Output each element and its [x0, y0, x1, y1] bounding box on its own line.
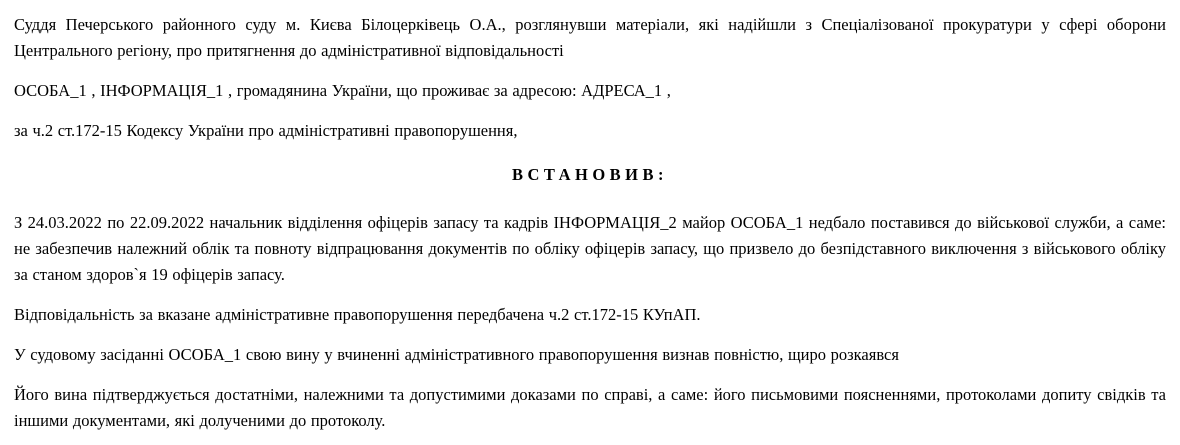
section-heading: ВСТАНОВИВ:	[511, 165, 669, 184]
hearing-paragraph: У судовому засіданні ОСОБА_1 свою вину у вчиненні адміністративного правопорушення визнав повністю, щиро розкаявся	[14, 345, 899, 364]
liability-paragraph: Відповідальність за вказане адміністративне правопорушення передбачена ч.2 ст.172-15 КУпАП.	[14, 305, 701, 324]
person-paragraph: ОСОБА_1 , ІНФОРМАЦІЯ_1 , громадянина України, що проживає за адресою: АДРЕСА_1 ,	[14, 81, 671, 100]
evidence-paragraph: Його вина підтверджується достатніми, належними та допустимими доказами по справі, а саме: його письмовими поясненнями, протоколами допиту свідків та іншими документами, які долученими до протоколу.	[14, 385, 1166, 430]
facts-paragraph: З 24.03.2022 по 22.09.2022 начальник відділення офіцерів запасу та кадрів ІНФОРМАЦІЯ_2 майор ОСОБА_1 недбало поставився до військової служби, а саме: не забезпечив належний облік та повноту відпрацювання документів по обліку офіцерів запасу, що призвело до безпідставного виключення з військового обліку за станом здоров`я 19 офіцерів запасу.	[14, 213, 1166, 284]
article-paragraph: за ч.2 ст.172-15 Кодексу України про адміністративні правопорушення,	[14, 121, 518, 140]
intro-paragraph: Суддя Печерського районного суду м. Києва Білоцерківець О.А., розглянувши матеріали, які надійшли з Спеціалізованої прокуратури у сфері оборони Центрального регіону, про притягнення до адміністративної відповідальності	[14, 15, 1166, 60]
